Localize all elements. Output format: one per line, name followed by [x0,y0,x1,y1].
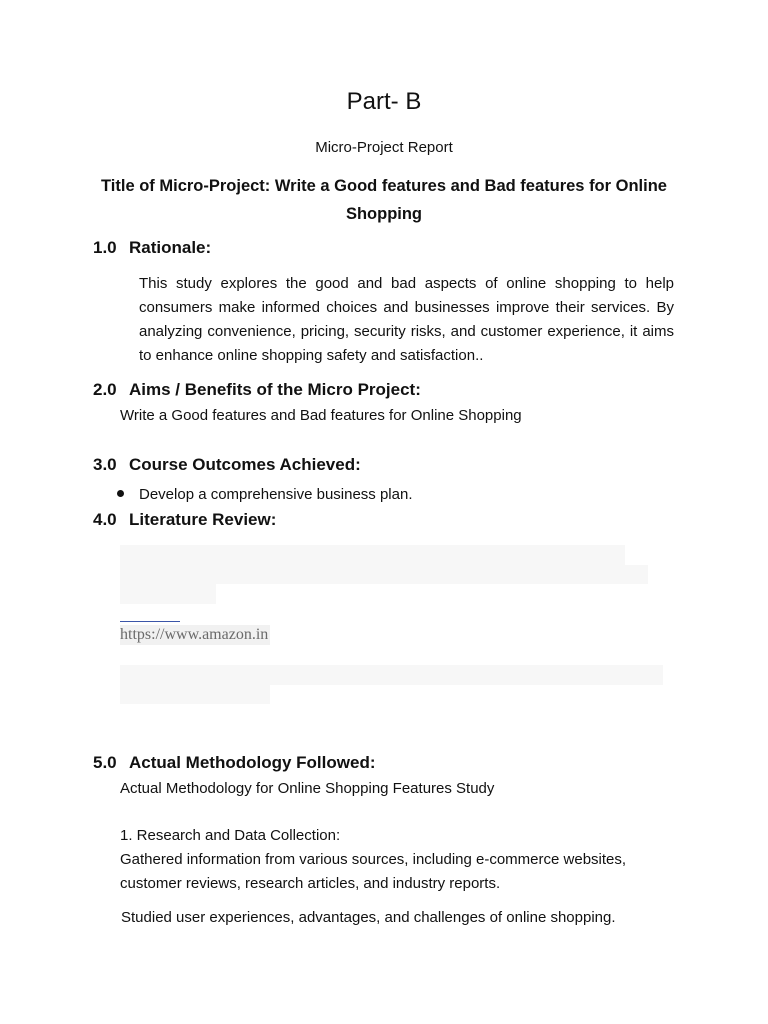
aims-text: Write a Good features and Bad features for Online Shopping [120,407,522,424]
methodology-step-title: 1. Research and Data Collection: [120,827,341,844]
redacted-block [120,584,216,604]
methodology-step-text: Gathered information from various sources, including e-commerce websites, [120,851,627,868]
redacted-block [120,685,270,704]
section-heading-aims [93,380,421,400]
section-number: 5.0 [93,753,117,772]
methodology-step-text: Studied user experiences, advantages, and challenges of online shopping. [121,909,616,926]
section-title: Course Outcomes Achieved: [129,455,361,474]
reference-link[interactable]: https://www.amazon.in [120,626,269,643]
section-heading-outcomes [93,455,361,475]
methodology-step-text: customer reviews, research articles, and industry reports. [120,875,501,892]
section-title: Aims / Benefits of the Micro Project: [129,380,421,399]
section-heading-rationale [93,238,211,258]
redacted-block [120,565,648,584]
section-title: Actual Methodology Followed: [129,753,376,772]
redacted-block [120,545,625,565]
outcome-item: Develop a comprehensive business plan. [139,486,413,503]
methodology-subtitle: Actual Methodology for Online Shopping Features Study [120,780,495,797]
section-heading-methodology [93,753,375,773]
section-title: Rationale: [129,238,212,257]
section-number: 3.0 [93,455,117,474]
rationale-paragraph: This study explores the good and bad aspects of online shopping to help consumers make informed choices and businesses improve their services. By analyzing convenience, pricing, security risks, and customer experience, it aims to enhance online shopping safety and satisfaction.. [139,275,674,364]
link-underline [120,621,180,622]
redacted-block [120,665,663,685]
section-heading-literature [93,510,276,530]
section-number: 2.0 [93,380,117,399]
bullet-icon [117,490,124,497]
report-label: Micro-Project Report [315,139,453,156]
project-title: Title of Micro-Project: Write a Good features and Bad features for Online Shopping [101,177,667,223]
section-number: 1.0 [93,238,117,257]
page-title: Part- B [346,88,422,115]
section-number: 4.0 [93,510,117,529]
section-title: Literature Review: [129,510,277,529]
